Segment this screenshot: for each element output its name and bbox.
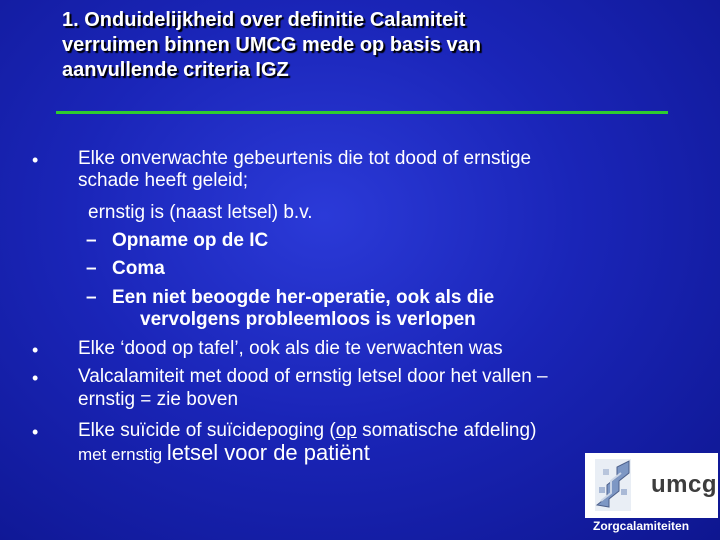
bullet-2: Elke ‘dood op tafel’, ook als die te verwachten was bbox=[78, 338, 503, 359]
sub-dash: – bbox=[86, 258, 97, 279]
slide-title bbox=[62, 8, 662, 83]
bullet-4-line-1-end: somatische afdeling) bbox=[356, 420, 537, 441]
bullet-marker: • bbox=[32, 340, 39, 360]
bullet-4-line-2 bbox=[78, 442, 370, 466]
sub-dash: – bbox=[86, 287, 97, 308]
bullet-4-line-2-small: met ernstig bbox=[78, 445, 167, 464]
bullet-4-line-1 bbox=[78, 420, 536, 442]
bullet-1-line-1: Elke onverwachte gebeurtenis die tot dood of ernstige bbox=[78, 148, 532, 169]
sub-item-2: Coma bbox=[112, 258, 165, 279]
slide-title-line-3: aanvullende criteria IGZ bbox=[62, 59, 289, 81]
bullet-4-line-1-start: Elke suïcide of suïcidepoging ( bbox=[78, 420, 336, 441]
bullet-1-line-3: ernstig is (naast letsel) b.v. bbox=[88, 202, 313, 223]
sub-item-3-line-2: vervolgens probleemloos is verlopen bbox=[140, 309, 476, 330]
sub-dash: – bbox=[86, 230, 97, 251]
footer-label: Zorgcalamiteiten bbox=[593, 519, 690, 533]
umcg-logo-mark-icon bbox=[593, 457, 633, 513]
umcg-logo bbox=[585, 453, 718, 518]
bullet-4-underlined-word: op bbox=[335, 420, 357, 441]
bullet-1-line-2: schade heeft geleid; bbox=[78, 170, 249, 191]
bullet-marker: • bbox=[32, 150, 39, 170]
slide-title-line-2: verruimen binnen UMCG mede op basis van bbox=[62, 34, 481, 56]
slide-title-line-1: 1. Onduidelijkheid over definitie Calamiteit bbox=[62, 9, 466, 31]
sub-item-3-line-1: Een niet beoogde her-operatie, ook als die bbox=[112, 287, 495, 308]
bullet-marker: • bbox=[32, 422, 39, 442]
umcg-logo-text: umcg bbox=[651, 471, 718, 498]
bullet-3-line-1: Valcalamiteit met dood of ernstig letsel door het vallen – bbox=[78, 366, 548, 387]
sub-item-1: Opname op de IC bbox=[112, 230, 269, 251]
title-divider bbox=[56, 111, 668, 114]
bullet-3-line-2: ernstig = zie boven bbox=[78, 389, 239, 410]
bullet-4-line-2-large: letsel voor de patiënt bbox=[166, 440, 370, 465]
bullet-marker: • bbox=[32, 368, 39, 388]
